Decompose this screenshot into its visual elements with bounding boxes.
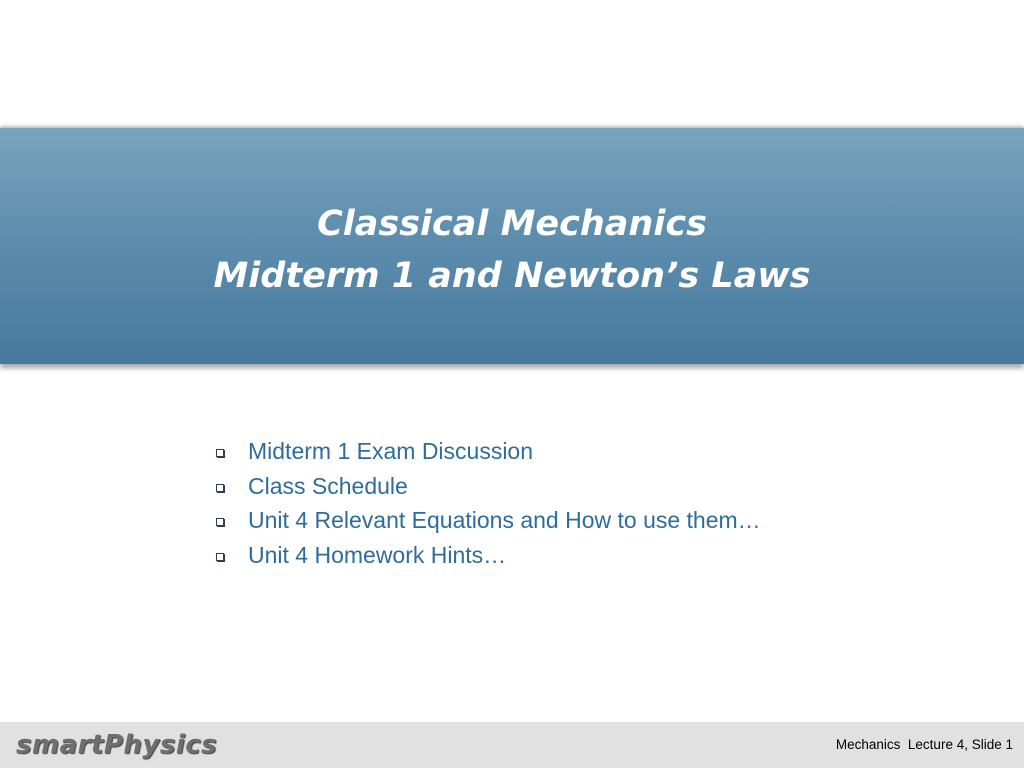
list-item bbox=[216, 434, 761, 469]
square-bullet-icon bbox=[216, 518, 224, 526]
list-item-text: Unit 4 Relevant Equations and How to use them… bbox=[248, 507, 761, 533]
list-item bbox=[216, 503, 761, 538]
list-item bbox=[216, 469, 761, 504]
list-item bbox=[216, 538, 761, 573]
list-item-text: Class Schedule bbox=[248, 472, 408, 499]
list-item-text: Unit 4 Homework Hints… bbox=[248, 541, 507, 568]
list-item-text: Midterm 1 Exam Discussion bbox=[248, 438, 534, 464]
square-bullet-icon bbox=[216, 553, 224, 561]
smartphysics-logo: smartPhysics bbox=[16, 730, 218, 760]
square-bullet-icon bbox=[216, 449, 224, 457]
slide-footer bbox=[0, 722, 1024, 768]
slide-info: Mechanics Lecture 4, Slide 1 bbox=[835, 737, 1013, 752]
slide-title-line-2: Midterm 1 and Newton’s Laws bbox=[213, 256, 811, 296]
square-bullet-icon bbox=[216, 484, 224, 492]
slide-title-line-1: Classical Mechanics bbox=[317, 204, 707, 244]
agenda-list bbox=[216, 434, 761, 572]
